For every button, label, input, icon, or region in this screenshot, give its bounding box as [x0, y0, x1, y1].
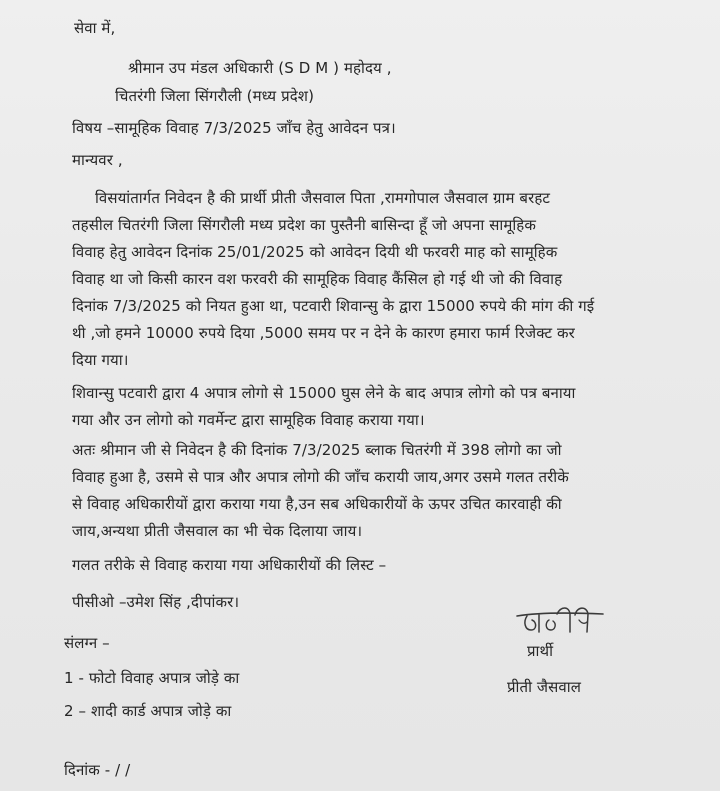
date-line: दिनांक - / /: [64, 761, 131, 779]
addressee-line1: श्रीमान उप मंडल अधिकारी (S D M ) महोदय ,: [128, 59, 392, 77]
officials-list: पीसीओ –उमेश सिंह ,दीपांकर।: [72, 593, 240, 611]
enclosure-item: 2 – शादी कार्ड अपात्र जोड़े का: [64, 702, 232, 720]
body-line: विवाह हुआ है, उसमे से पात्र और अपात्र लोगो की जाँच करायी जाय,अगर उसमे गलत तरीके: [72, 468, 569, 486]
body-line: विसयांतार्गत निवेदन है की प्रार्थी प्रीती जैसवाल पिता ,रामगोपाल जैसवाल ग्राम बरहट: [95, 189, 551, 207]
greeting: मान्यवर ,: [72, 151, 123, 169]
subject-line: विषय –सामूहिक विवाह 7/3/2025 जाँच हेतु आवेदन पत्र।: [72, 119, 396, 137]
body-line: विवाह था जो किसी कारन वश फरवरी की सामूहिक विवाह कैंसिल हो गई थी जो की विवाह: [72, 270, 563, 288]
body-line: अतः श्रीमान जी से निवेदन है की दिनांक 7/3/2025 ब्लाक चितरंगी में 398 लोगो का जो: [72, 441, 562, 459]
body-line: जाय,अन्यथा प्रीती जैसवाल का भी चेक दिलाया जाय।: [72, 522, 363, 540]
salutation-to: सेवा में,: [74, 19, 116, 37]
body-line: से विवाह अधिकारीयों द्वारा कराया गया है,उन सब अधिकारीयों के ऊपर उचित कारवाही की: [72, 495, 562, 513]
applicant-label: प्रार्थी: [527, 642, 554, 660]
body-line: गया और उन लोगो को गवर्मेन्ट द्वारा सामूहिक विवाह कराया गया।: [72, 411, 425, 429]
body-line: विवाह हेतु आवेदन दिनांक 25/01/2025 को आवेदन दियी थी फरवरी माह को सामूहिक: [72, 243, 558, 261]
body-line: शिवान्सु पटवारी द्वारा 4 अपात्र लोगो से 15000 घुस लेने के बाद अपात्र लोगो को पत्र बनाया: [72, 384, 576, 402]
applicant-name: प्रीती जैसवाल: [507, 678, 581, 696]
body-line: दिनांक 7/3/2025 को नियत हुआ था, पटवारी शिवान्सु के द्वारा 15000 रुपये की मांग की गई: [72, 297, 595, 315]
enclosure-label: संलग्न –: [64, 634, 110, 652]
signature-image: [515, 600, 605, 640]
enclosure-item: 1 - फोटो विवाह अपात्र जोड़े का: [64, 669, 240, 687]
addressee-line2: चितरंगी जिला सिंगरौली (मध्य प्रदेश): [115, 87, 315, 105]
body-line: दिया गया।: [72, 351, 129, 369]
officials-heading: गलत तरीके से विवाह कराया गया अधिकारीयों की लिस्ट –: [72, 556, 387, 574]
body-line: थी ,जो हमने 10000 रुपये दिया ,5000 समय पर न देने के कारण हमारा फार्म रिजेक्ट कर: [72, 324, 575, 342]
body-line: तहसील चितरंगी जिला सिंगरौली मध्य प्रदेश का पुस्तैनी बासिन्दा हूँ जो अपना सामूहिक: [72, 216, 536, 234]
